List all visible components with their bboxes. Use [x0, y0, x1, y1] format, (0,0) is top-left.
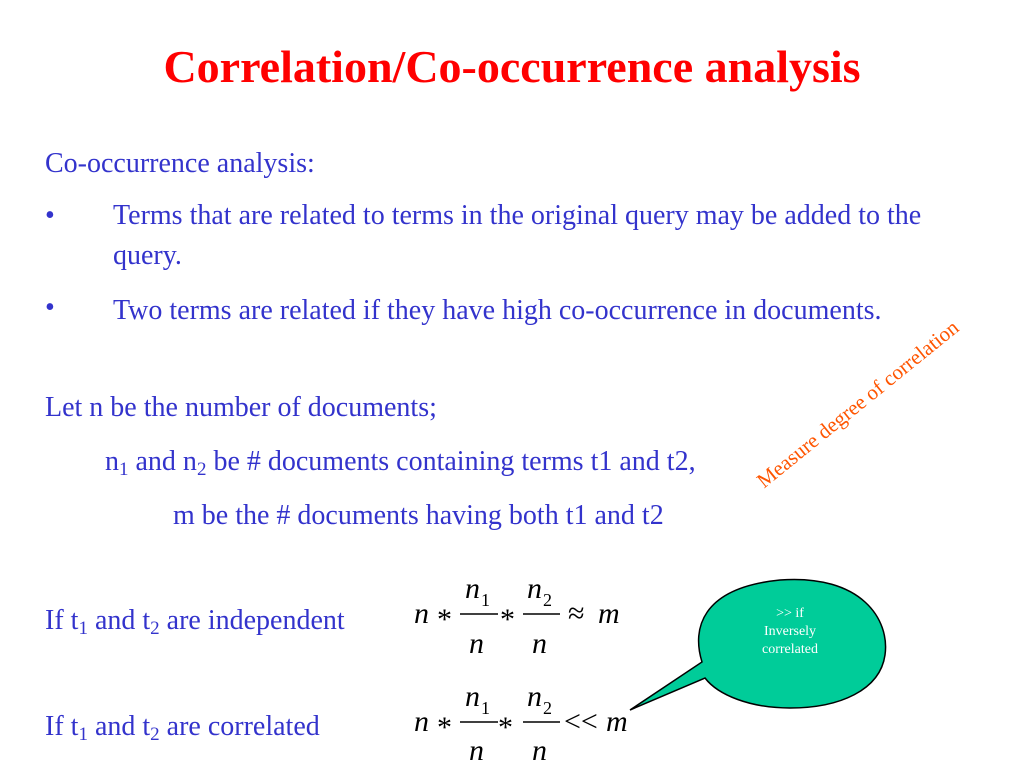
intro-text: Co-occurrence analysis: — [45, 148, 315, 179]
bullet-1-marker: • — [45, 200, 55, 231]
f1-lhs: n — [414, 597, 429, 630]
f2-rhs: m — [606, 705, 628, 738]
f2-den1: n — [469, 734, 484, 767]
f2-lhs: n — [414, 705, 429, 738]
f2-num1: n — [465, 680, 480, 713]
f1-op1: * — [437, 603, 452, 636]
slide-title: Correlation/Co-occurrence analysis — [163, 41, 861, 92]
f1-relation: ≈ — [568, 597, 585, 630]
f2-num2: n — [527, 680, 542, 713]
callout-line-1: >> if — [776, 606, 804, 621]
f2-op1: * — [437, 711, 452, 744]
independent-line: If $t_1$ and $t_2$ are independent — [45, 605, 345, 639]
callout-line-3: correlated — [762, 642, 818, 657]
f1-den2: n — [532, 627, 547, 660]
f2-op2: * — [498, 711, 513, 744]
callout-line-2: Inversely — [763, 624, 817, 639]
f2-num2-sub: 2 — [543, 698, 552, 718]
f2-relation: << — [564, 705, 598, 738]
f2-num1-sub: 1 — [481, 698, 490, 718]
f1-num2: n — [527, 572, 542, 605]
bullet-1-text: Terms that are related to terms in the original query may be added to the query. — [113, 200, 922, 271]
bullet-2-marker: • — [45, 292, 55, 323]
n1-n2-line: $n_1$ and $n_2$ be # documents containing terms t1 and t2, — [105, 446, 696, 480]
f1-den1: n — [469, 627, 484, 660]
bullet-2-text: Two terms are related if they have high co-occurrence in documents. — [113, 295, 882, 326]
f2-den2: n — [532, 734, 547, 767]
f1-op2: * — [500, 603, 515, 636]
correlated-line: If $t_1$ and $t_2$ are correlated — [45, 711, 320, 745]
f1-rhs: m — [598, 597, 620, 630]
m-line: m be the # documents having both t1 and t2 — [173, 500, 664, 531]
f1-num1: n — [465, 572, 480, 605]
f1-num1-sub: 1 — [481, 590, 490, 610]
callout-text — [730, 605, 850, 659]
let-n-line: Let n be the number of documents; — [45, 392, 437, 423]
measure-correlation-note: Measure degree of correlation — [752, 315, 964, 493]
f1-num2-sub: 2 — [543, 590, 552, 610]
